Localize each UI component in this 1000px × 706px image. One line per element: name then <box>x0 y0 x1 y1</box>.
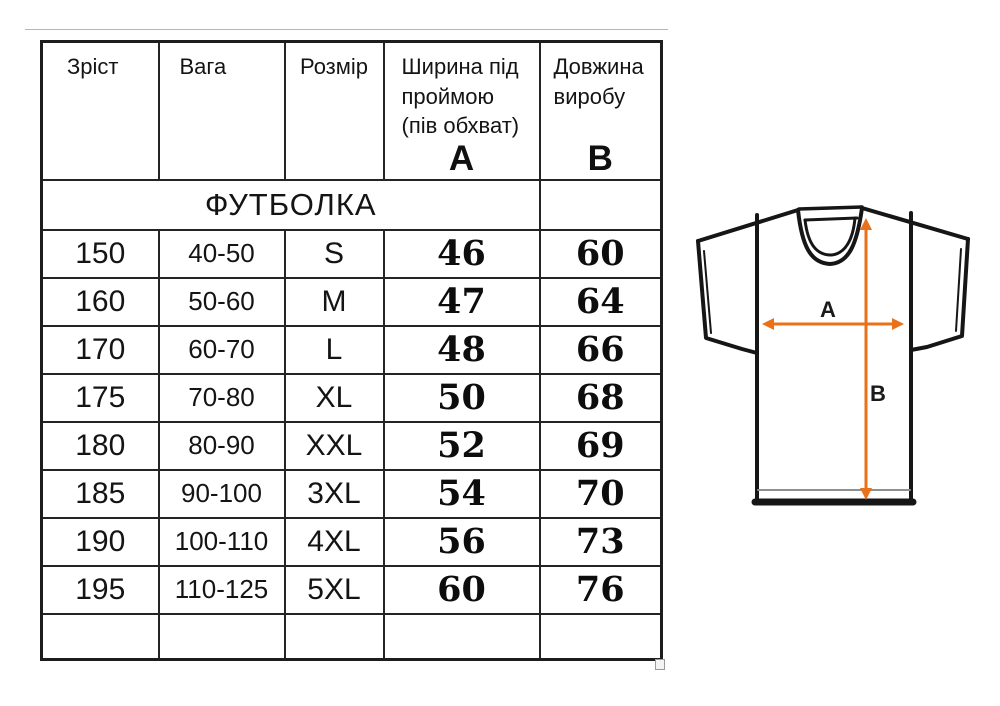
cell-width-a: 56 <box>384 518 540 566</box>
header-weight <box>159 42 285 180</box>
tshirt-measurement-diagram <box>690 195 980 515</box>
size-table <box>40 40 663 661</box>
cell-length-b: 70 <box>540 470 662 518</box>
header-weight-label: Вага <box>179 54 227 79</box>
cell-size: L <box>285 326 384 374</box>
cell-height: 180 <box>42 422 159 470</box>
cell-size: 4XL <box>285 518 384 566</box>
table-header-row <box>42 42 662 180</box>
table-row <box>42 326 662 374</box>
top-faint-line <box>25 29 668 30</box>
header-size <box>285 42 384 180</box>
cell-weight: 50-60 <box>159 278 285 326</box>
cell-size: M <box>285 278 384 326</box>
arrow-a-head-left <box>762 318 774 330</box>
cell-length-b: 69 <box>540 422 662 470</box>
cell-height: 190 <box>42 518 159 566</box>
header-length-line1: Довжина <box>553 54 644 79</box>
table-row <box>42 422 662 470</box>
empty-cell <box>540 614 662 660</box>
table-row <box>42 566 662 614</box>
empty-cell <box>384 614 540 660</box>
table-row <box>42 518 662 566</box>
cell-length-b: 68 <box>540 374 662 422</box>
label-b: B <box>870 381 886 406</box>
cell-weight: 110-125 <box>159 566 285 614</box>
cell-size: 3XL <box>285 470 384 518</box>
header-length-b <box>540 42 662 180</box>
empty-row <box>42 614 662 660</box>
cell-width-a: 47 <box>384 278 540 326</box>
cell-weight: 80-90 <box>159 422 285 470</box>
cell-size: 5XL <box>285 566 384 614</box>
table-row <box>42 470 662 518</box>
cell-weight: 40-50 <box>159 230 285 278</box>
cell-length-b: 66 <box>540 326 662 374</box>
group-title: ФУТБОЛКА <box>42 180 540 230</box>
table-row <box>42 230 662 278</box>
corner-artifact <box>655 659 665 670</box>
arrow-b-head-bottom <box>860 488 872 500</box>
header-length-line2: виробу <box>553 83 626 109</box>
cell-weight: 100-110 <box>159 518 285 566</box>
cell-width-a: 48 <box>384 326 540 374</box>
cell-size: S <box>285 230 384 278</box>
cell-height: 195 <box>42 566 159 614</box>
cell-height: 175 <box>42 374 159 422</box>
table-row <box>42 374 662 422</box>
cell-width-a: 54 <box>384 470 540 518</box>
empty-cell <box>285 614 384 660</box>
cell-weight: 90-100 <box>159 470 285 518</box>
tshirt-outline <box>698 207 968 502</box>
cell-height: 160 <box>42 278 159 326</box>
cell-width-a: 50 <box>384 374 540 422</box>
cell-width-a: 60 <box>384 566 540 614</box>
cell-size: XL <box>285 374 384 422</box>
cell-length-b: 76 <box>540 566 662 614</box>
cell-width-a: 46 <box>384 230 540 278</box>
table-row <box>42 278 662 326</box>
cell-width-a: 52 <box>384 422 540 470</box>
header-height-label: Зріст <box>67 54 119 79</box>
header-size-label: Розмір <box>299 54 369 79</box>
cell-length-b: 60 <box>540 230 662 278</box>
cell-height: 150 <box>42 230 159 278</box>
cell-height: 170 <box>42 326 159 374</box>
cell-height: 185 <box>42 470 159 518</box>
header-width-line1: Ширина під <box>401 54 519 79</box>
group-row <box>42 180 662 230</box>
cell-length-b: 64 <box>540 278 662 326</box>
header-letter-a: A <box>448 138 475 178</box>
cell-weight: 70-80 <box>159 374 285 422</box>
header-letter-b: B <box>587 138 613 178</box>
group-row-empty-cell <box>540 180 662 230</box>
label-a: A <box>820 297 836 322</box>
arrow-a-head-right <box>892 318 904 330</box>
header-width-line2: проймою <box>401 83 495 109</box>
header-height <box>42 42 159 180</box>
header-width-line3: (пів обхват) <box>401 113 520 139</box>
empty-cell <box>42 614 159 660</box>
dimension-arrows <box>762 218 904 500</box>
cell-size: XXL <box>285 422 384 470</box>
cell-length-b: 73 <box>540 518 662 566</box>
empty-cell <box>159 614 285 660</box>
header-width-a <box>384 42 540 180</box>
cell-weight: 60-70 <box>159 326 285 374</box>
